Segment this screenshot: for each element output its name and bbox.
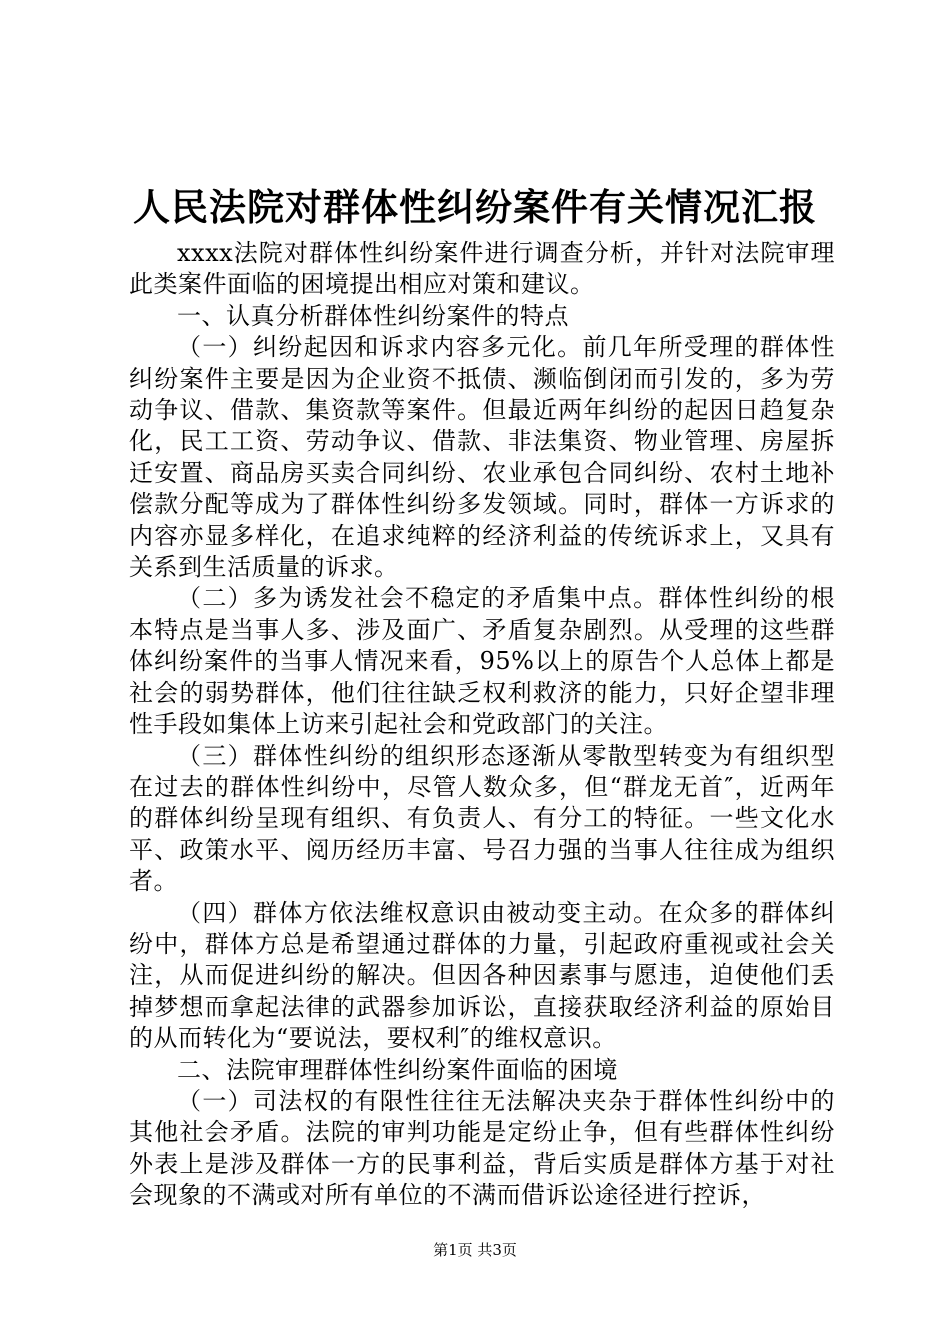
intro-paragraph: xxxx法院对群体性纠纷案件进行调查分析，并针对法院审理此类案件面临的困境提出相应对策和建议。 bbox=[129, 239, 835, 299]
paragraph-point-1-1: （一）纠纷起因和诉求内容多元化。前几年所受理的群体性纠纷案件主要是因为企业资不抵债、濒临倒闭而引发的，多为劳动争议、借款、集资款等案件。但最近两年纠纷的起因日趋复杂化，民工工资、劳动争议、借款、非法集资、物业管理、房屋拆迁安置、商品房买卖合同纠纷、农业承包合同纠纷、农村土地补偿款分配等成为了群体性纠纷多发领域。同时，群体一方诉求的内容亦显多样化，在追求纯粹的经济利益的传统诉求上，又具有关系到生活质量的诉求。 bbox=[129, 333, 835, 582]
paragraph-point-2-1: （一）司法权的有限性往往无法解决夹杂于群体性纠纷中的其他社会矛盾。法院的审判功能是定纷止争，但有些群体性纠纷外表上是涉及群体一方的民事利益，背后实质是群体方基于对社会现象的不满或对所有单位的不满而借诉讼途径进行控诉， bbox=[129, 1086, 835, 1210]
page-footer: 第1页 共3页 bbox=[433, 1241, 517, 1259]
paragraph-point-1-2: （二）多为诱发社会不稳定的矛盾集中点。群体性纠纷的根本特点是当事人多、涉及面广、矛盾复杂剧烈。从受理的这些群体纠纷案件的当事人情况来看，95%以上的原告个人总体上都是社会的弱势群体，他们往往缺乏权利救济的能力，只好企望非理性手段如集体上访来引起社会和党政部门的关注。 bbox=[129, 584, 835, 739]
document-title: 人民法院对群体性纠纷案件有关情况汇报 bbox=[133, 186, 817, 229]
document-body bbox=[129, 238, 835, 1212]
section-heading-2: 二、法院审理群体性纠纷案件面临的困境 bbox=[177, 1055, 618, 1084]
paragraph-point-1-3: （三）群体性纠纷的组织形态逐渐从零散型转变为有组织型在过去的群体性纠纷中，尽管人数众多，但“群龙无首″，近两年的群体纠纷呈现有组织、有负责人、有分工的特征。一些文化水平、政策水平、阅历经历丰富、号召力强的当事人往往成为组织者。 bbox=[129, 741, 835, 896]
paragraph-point-1-4: （四）群体方依法维权意识由被动变主动。在众多的群体纠纷中，群体方总是希望通过群体的力量，引起政府重视或社会关注，从而促进纠纷的解决。但因各种因素事与愿违，迫使他们丢掉梦想而拿起法律的武器参加诉讼，直接获取经济利益的原始目的从而转化为“要说法，要权利″的维权意识。 bbox=[129, 898, 835, 1053]
section-heading-1: 一、认真分析群体性纠纷案件的特点 bbox=[177, 301, 569, 330]
